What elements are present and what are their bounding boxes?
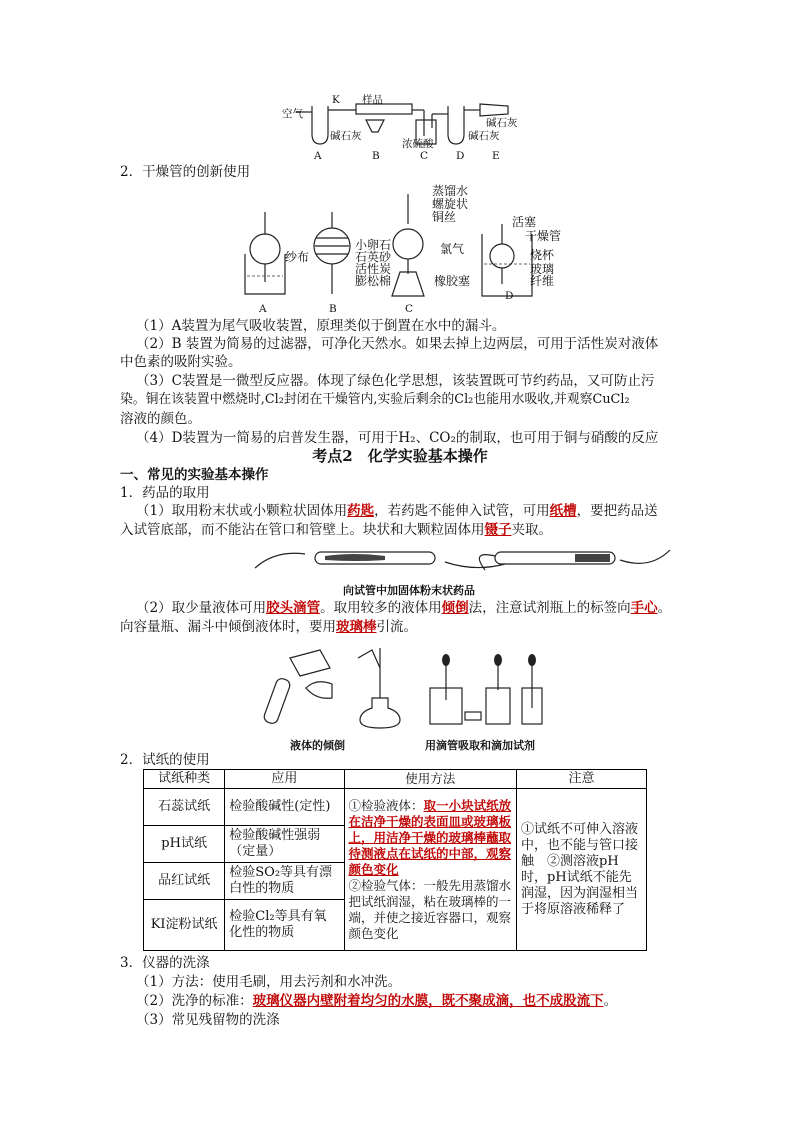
th-kind: 试纸种类 — [144, 770, 225, 789]
highlight-tweezers: 镊子 — [484, 522, 512, 538]
highlight-pouring: 倾倒 — [441, 600, 469, 616]
label-fiber: 纤维 — [530, 274, 555, 288]
text: 。 — [657, 600, 672, 616]
label-cotton: 膨松棉 — [355, 274, 392, 288]
table-row — [144, 789, 647, 826]
highlight-paper-trough: 纸槽 — [549, 503, 577, 519]
heading-washing: 3．仪器的洗涤 — [120, 955, 210, 971]
heading-common-ops: 一、常见的实验基本操作 — [120, 467, 269, 483]
test-paper-table — [143, 769, 647, 951]
cell-kind: 品红试纸 — [144, 863, 225, 900]
section-2-title: 2．干燥管的创新使用 — [120, 164, 251, 180]
text: 入试管底部，而不能沾在管口和管壁上。块状和大颗粒固体用 — [120, 522, 485, 538]
label-carbon: 活性炭 — [355, 262, 392, 276]
text: 。取用较多的液体用 — [320, 600, 442, 616]
label-c: C — [420, 150, 429, 162]
highlight-dropper: 胶头滴管 — [266, 600, 321, 616]
text: ，若药匙不能伸入试管，可用 — [374, 503, 550, 519]
label-dry-a: A — [259, 303, 267, 315]
paragraph-3b: 染。铜在该装置中燃烧时,Cl₂封闭在干燥管内,实验后剩余的Cl₂也能用水吸收,并观察CuCl₂ — [120, 392, 630, 407]
highlight-clean-standard: 玻璃仪器内壁附着均匀的水膜，既不聚成滴，也不成股流下 — [252, 993, 604, 1009]
paragraph-1: （1）A装置为尾气吸收装置，原理类似于倒置在水中的漏斗。 — [136, 318, 506, 334]
label-b: B — [372, 150, 380, 162]
label-d: D — [456, 150, 465, 162]
highlight-palm: 手心 — [630, 600, 658, 616]
text: ，要把药品送 — [576, 503, 658, 519]
th-method: 使用方法 — [344, 770, 517, 789]
label-chlorine: 氯气 — [440, 242, 465, 256]
paragraph-2a: （2）B 装置为简易的过滤器，可净化天然水。如果去掉上边两层，可用于活性炭对液体 — [136, 336, 659, 352]
drug-line-2 — [120, 521, 680, 539]
wash-line-1: （1）方法：使用毛刷，用去污剂和水冲洗。 — [136, 974, 402, 990]
label-copper: 铜丝 — [432, 210, 457, 224]
wash-line-2 — [136, 992, 696, 1010]
heading-test-paper: 2．试纸的使用 — [120, 752, 210, 768]
label-sodalime-3: 碱石灰 — [486, 117, 518, 129]
text: 引流。 — [376, 619, 417, 635]
cell-method — [344, 789, 517, 951]
label-sodalime-1: 碱石灰 — [330, 130, 362, 142]
cell-use: 检验酸碱性(定性) — [225, 789, 344, 826]
label-k: K — [332, 94, 340, 106]
text: ①检验液体： — [348, 797, 424, 813]
caption-powder: 向试管中加固体粉末状药品 — [343, 584, 475, 597]
label-valve: 活塞 — [512, 215, 537, 229]
label-e: E — [492, 150, 500, 162]
text: （1）取用粉末状或小颗粒状固体用 — [136, 503, 348, 519]
highlight-spoon: 药匙 — [347, 503, 375, 519]
label-pebbles: 小卵石 — [355, 238, 392, 252]
drug-line-3 — [136, 599, 696, 617]
th-use: 应用 — [225, 770, 344, 789]
text: 夹取。 — [511, 522, 552, 538]
label-dry-c: C — [405, 303, 414, 315]
text: （2）洗净的标准： — [136, 993, 253, 1009]
label-water: 蒸馏水 — [432, 184, 469, 198]
heading-kd2: 考点2 化学实验基本操作 — [312, 447, 488, 465]
highlight-method: 取一小块试纸放在洁净干燥的表面皿或玻璃板上，用洁净干燥的玻璃棒蘸取待测液点在试纸的中部，观察颜色变化 — [348, 797, 512, 877]
label-conc-acid: 浓硫酸 — [402, 138, 434, 150]
powder-adding-figure — [255, 540, 675, 580]
label-a: A — [314, 150, 322, 162]
label-dry-d: D — [505, 290, 514, 302]
drug-line-4 — [120, 618, 680, 636]
text: 。 — [603, 993, 618, 1009]
text: ②检验气体：一般先用蒸馏水把试纸润湿，粘在玻璃棒的一端，并使之接近容器口，观察颜色变化 — [348, 877, 512, 941]
label-spiral: 螺旋状 — [432, 197, 469, 211]
label-sample: 样品 — [362, 94, 383, 106]
cell-use: 检验Cl₂等具有氧化性的物质 — [225, 900, 344, 951]
label-air: 空气 — [282, 108, 303, 120]
paragraph-2b: 中色素的吸附实验。 — [120, 354, 242, 370]
th-note: 注意 — [517, 770, 647, 789]
text: （2）取少量液体可用 — [136, 600, 267, 616]
cell-use: 检验酸碱性强弱（定量） — [225, 826, 344, 863]
text: 法，注意试剂瓶上的标签向 — [468, 600, 631, 616]
label-quartz: 石英砂 — [355, 250, 392, 264]
wash-line-3: （3）常见残留物的洗涤 — [136, 1012, 280, 1028]
label-drytube: 干燥管 — [525, 229, 562, 243]
liquid-operations-figure — [260, 638, 550, 728]
cell-kind: KI淀粉试纸 — [144, 900, 225, 951]
table-header-row — [144, 770, 647, 789]
heading-drug-taking: 1．药品的取用 — [120, 485, 210, 501]
cell-use: 检验SO₂等具有漂白性的物质 — [225, 863, 344, 900]
caption-pouring: 液体的倾倒 — [290, 739, 345, 752]
label-beaker: 烧杯 — [530, 248, 555, 262]
cell-kind: 石蕊试纸 — [144, 789, 225, 826]
label-plug: 橡胶塞 — [434, 274, 471, 288]
caption-dropper: 用滴管吸取和滴加试剂 — [425, 739, 535, 752]
highlight-glass-rod: 玻璃棒 — [336, 619, 377, 635]
cell-note: ①试纸不可伸入溶液中，也不能与管口接触 ②测溶液pH时，pH试纸不能先润湿，因为润湿相当于将原溶液稀释了 — [517, 789, 647, 951]
text: 向容量瓶、漏斗中倾倒液体时，要用 — [120, 619, 336, 635]
paragraph-3c: 溶液的颜色。 — [120, 411, 201, 427]
label-gauze: 纱布 — [285, 250, 310, 264]
label-dry-b: B — [329, 303, 337, 315]
label-sodalime-2: 碱石灰 — [468, 130, 500, 142]
cell-kind: pH试纸 — [144, 826, 225, 863]
paragraph-4: （4）D装置为一简易的启普发生器，可用于H₂、CO₂的制取，也可用于铜与硝酸的反应 — [136, 430, 659, 446]
label-glass: 玻璃 — [530, 262, 555, 276]
paragraph-3a: （3）C装置是一微型反应器。体现了绿色化学思想，该装置既可节约药品，又可防止污 — [136, 373, 655, 389]
drug-line-1 — [136, 502, 696, 520]
